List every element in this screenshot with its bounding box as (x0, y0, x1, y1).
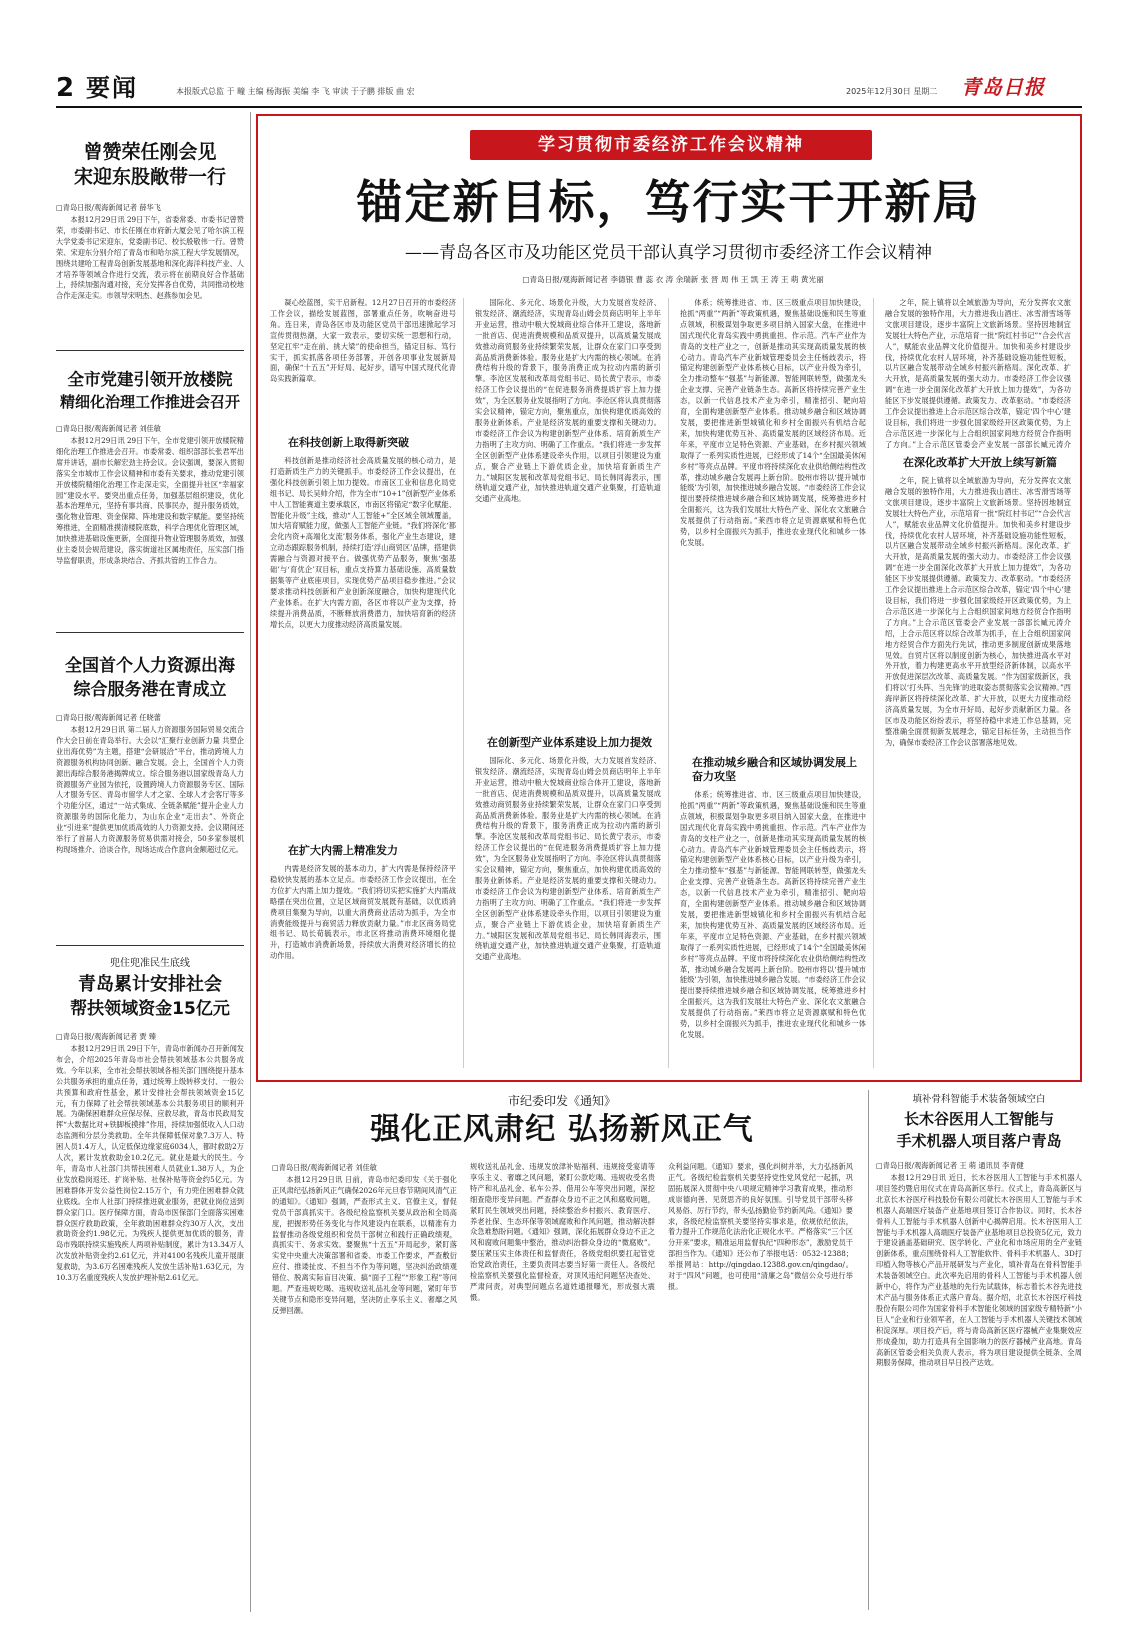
subheading: 在深化改革扩大开放上续写新篇 (903, 456, 1057, 469)
left-article-2 (56, 358, 244, 628)
headline-line2: 宋迎东股敞带一行 (73, 166, 226, 188)
right-bottom-article (876, 1092, 1082, 1612)
feature-box (256, 114, 1082, 1082)
bottom-divider (868, 1090, 869, 1610)
byline: □青岛日报/观海新闻记者 王 萌 通讯员 李青健 (876, 1161, 1024, 1170)
headline: 强化正风肃纪 弘扬新风正气 (370, 1112, 754, 1147)
feature-body: 之年，院上镇将以全域旅游为导向，充分发挥农文旅融合发展的独特作用，大力推进我山酒庄、冰雪滑雪场等文旅项目建设，逐步丰富院上文旅新场景。坚持因地制宜发展壮大特色产业，示范培育一批“院红村书记”“合会代言人”，赋能农业品牌文化价值提升。加快和美乡村建设步伐，持续优化农村人居环境，补齐基础设施功能性短板，以片区融合发展带动全域乡村振兴新格局。深化改革、扩大开放，是高质量发展的强大动力。市委经济工作会议强调“在进一步全面深化改革扩大开放上加力提效”，为各功能区下步发展提供遵循。政策发力、改革驱动。“市委经济工作会议提出推进上合示范区综合改革，锚定‘四个中心’建设目标，我们将进一步强化国家级经开区政策优势，为上合示范区进一步深化与上合组织国家间地方经贸合作指明了方向。”上合示范区管委会产业发展一部部长臧元涛介 (885, 298, 1071, 448)
col-divider (668, 298, 669, 1068)
byline: □青岛日报/观海新闻记者 任晓蕾 (56, 713, 161, 722)
byline: □青岛日报/观海新闻记者 贾 臻 (56, 1032, 157, 1041)
subheading: 在推动城乡融合和区域协调发展上奋力攻坚 (692, 756, 857, 783)
bottom-column-1 (272, 1162, 457, 1612)
byline: □青岛日报/观海新闻记者 刘佳敏 (56, 424, 161, 433)
bottom-column-2 (470, 1162, 655, 1612)
page-number: 2 (56, 73, 75, 103)
feature-body: 科技创新是推动经济社会高质量发展的核心动力，是打造新质生产力的关键抓手。市委经济工作会议提出，在强化科技创新引领上加力提效。市南区工业和信息化局党组书记、局长吴帅介绍，作为全市“10+1”创新型产业体系中人工智能赛道主要承载区，市南区将锚定“数字化赋能、智能化升级”主线，推动“人工智能+”全区域全领域覆盖，加大培育赋能力度，做强人工智能产业链。“我们将深化‘都会化内资+高端化支流’服务体系，强化产业生态建设，建立动态跟踪服务机制，持续打造‘浮山商贸区’品牌，搭建供需融合与资源对接平台。做强优势产品服务，聚焦‘强基础’与‘育优企’双目标，重点支持算力基础设施、高质量数据集等产业底座项目，实现优势产品项目稳步推进。”会议要求推动科技创新和产业创新深度融合，加快构建现代化产业体系。在扩大内需方面，各区市将以产业为支撑，持续提升消费品质，不断释放消费潜力，加快培育新的经济增长点，以更大力度推动经济高质量发展。 (270, 456, 456, 629)
feature-body: 之年，院上镇将以全域旅游为导向，充分发挥农文旅融合发展的独特作用，大力推进我山酒庄、冰雪滑雪场等文旅项目建设，逐步丰富院上文旅新场景。坚持因地制宜发展壮大特色产业，示范培育一批“院红村书记”“合会代言人”，赋能农业品牌文化价值提升。加快和美乡村建设步伐，持续优化农村人居环境，补齐基础设施功能性短板，以片区融合发展带动全域乡村振兴新格局。深化改革、扩大开放，是高质量发展的强大动力。市委经济工作会议强调“在进一步全面深化改革扩大开放上加力提效”，为各功能区下步发展提供遵循。政策发力、改革驱动。“市委经济工作会议提出推进上合示范区综合改革，锚定‘四个中心’建设目标，我们将进一步强化国家级经开区政策优势，为上合示范区进一步深化与上合组织国家间地方经贸合作指明了方向。”上合示范区管委会产业发展一部部长臧元涛介绍，上合示范区将以综合改革为抓手，在上合组织国家间地方经贸合作方面先行先试，推动更多制度创新成果落地见效。自贸片区将以制度创新为核心，加快推进高水平对外开放，着力构建更高水平开放型经济新体制，以高水平开放促进深层次改革、高质量发展。“作为国家级新区，我们将以‘打头阵、当先锋’的进取姿态贯彻落实会议精神。”西海岸新区将持续深化改革、扩大开放，以更大力度推动经济高质量发展，为全市开好局、起好步贡献新区力量。各区市及功能区纷纷表示，将坚持稳中求进工作总基调，完整准确全面贯彻新发展理念，锚定目标任务，主动担当作为，确保市委经济工作会议部署落地见效。 (885, 476, 1071, 747)
feature-subheadline: ——青岛各区市及功能区党员干部认真学习贯彻市委经济工作会议精神 (405, 243, 932, 263)
kicker: 填补骨科智能手术装备领域空白 (912, 1094, 1046, 1105)
headline-line1: 全国首个人力资源出海 (65, 656, 235, 676)
headline-line1: 曾赞荣任刚会见 (83, 141, 217, 163)
headline-line2: 精细化治理工作推进会召开 (59, 393, 240, 411)
headline-line2: 帮扶领域资金15亿元 (70, 999, 230, 1019)
feature-headline: 锚定新目标，笃行实干开新局 (356, 175, 981, 229)
subheading: 在创新型产业体系建设上加力提效 (487, 736, 652, 749)
feature-column-3 (680, 298, 866, 1068)
subheading: 在扩大内需上精准发力 (288, 844, 398, 857)
article-body: 本报12月29日讯 29日下午，青岛市新闻办召开新闻发布会，介绍2025年青岛市社会帮扶领域基本公共服务成效。今年以来，全市社会帮扶领域各相关部门围绕提升基本公共服务承担的重点任务，通过统筹上级转移支付、一般公共预算和政府性基金，累计安排社会帮扶领域资金15亿元，有力保障了社会帮扶领域基本公共服务项目的顺利开展。为确保困难群众应保尽保、应救尽救，青岛市民政局发挥“大数据比对+铁脚板摸排”作用，持续加强低收入人口动态监测和分层分类救助。全年共保障低保对象7.3万人、特困人员1.4万人，认定低保边缘家庭6034人，都时救助2万人次，累计发放救助金10.2亿元。就业是最大的民生。今年，青岛市人社部门共帮扶困难人员就业1.38万人，为企业发放稳岗返还、扩岗补贴、社保补贴等资金约5亿元。为困难群体开发公益性岗位2.15万个，有力兜住困难群众就业底线。全市人社部门持续推进就业服务，把就业岗位送到群众家门口。医疗保障方面，青岛市医保部门全面落实困难群众医疗救助政策，全年救助困难群众约30万人次，支出救助资金约1.98亿元。为残疾人提供更加优质的服务，青岛市残联持续实施残疾人两项补贴制度，累计为13.34万人次发放补贴资金约2.61亿元，并对4100名残疾儿童开展康复救助，为3.6万名困难残疾人发放生活补贴1.63亿元，为10.3万名重度残疾人发放护理补贴2.61亿元。 (56, 1044, 244, 1283)
feature-column-2 (475, 298, 661, 1068)
issue-date: 2025年12月30日 星期二 (846, 87, 938, 96)
headline-line1: 青岛累计安排社会 (78, 974, 222, 995)
article-body: 本报12月29日讯 近日，长木谷医用人工智能与手术机器人项目签约暨启用仪式在青岛高新区举行。仪式上，青岛高新区与北京长木谷医疗科技股份有限公司就长木谷医用人工智能与手术机器人高端医疗装备产业基地项目签订合作协议。同时，长木谷骨科人工智能与手术机器人创新中心揭牌启用。长木谷医用人工智能与手术机器人高端医疗装备产业基地项目总投资5亿元，致力于建设涵盖基础研究、医学转化、产业化和市场应用的全产业链创新体系，重点围绕骨科人工智能软件、骨科手术机器人、3D打印植入物等核心产品开展研发与产业化，填补青岛在骨科智能手术装备领域空白。此次率先启用的骨科人工智能与手术机器人创新中心，将作为产业基地的先行先试载体，标志着长木谷先进技术产品与服务体系正式落户青岛。据介绍，北京长木谷医疗科技股份有限公司作为国家骨科手术智能化领域的国家级专精特新“小巨人”企业和行业领军者，在人工智能与手术机器人关键技术领域积淀深厚。项目投产后，将与青岛高新区医疗器械产业集聚效应形成叠加，助力打造具有全国影响力的医疗器械产业高地。青岛高新区管委会相关负责人表示，将为项目建设提供全链条、全周期服务保障，推动项目早日投产达效。 (876, 1173, 1082, 1368)
article-body: 本报12月29日讯 29日下午，省委常委、市委书记曾赞荣，市委副书记、市长任刚在市府新大厦会见了哈尔滨工程大学党委书记宋迎东，党委副书记、校长殷敬伟一行。曾赞荣、宋迎东分别介绍了青岛市和哈尔滨工程大学发展情况，围绕共建哈工程青岛创新发展基地和深化海洋科技产业、人才培养等领域合作进行交流，表示将在前期良好合作基础上，持续加强沟通对接，充分发挥各自优势，共同推动校地合作走深走实。市领导宋明杰、赵燕参加会见。 (56, 215, 244, 301)
article-body: 本报12月29日讯 日前，青岛市纪委印发《关于强化正风肃纪弘扬新风正气确保2026年元旦春节期间风清气正的通知》。《通知》强调，严查形式主义、官僚主义，督促党员干部真抓实干。各级纪检监察机关要从政治和全局高度，把握形势任务变化与作风建设内在联系，以精准有力监督推动各级党组织和党员干部树立和践行正确政绩观，真抓实干、务求实效。要聚焦“十五五”开局起步，紧盯落实党中央重大决策部署和省委、市委工作要求，严查敷衍应付、推诿扯皮、不担当不作为等问题，坚决纠治政绩观错位、脱离实际盲目决策、搞“面子工程”“形象工程”等问题。严查违规吃喝、违规收送礼品礼金等问题，紧盯年节关键节点和隐形变异问题，坚决防止享乐主义、奢靡之风反弹回潮。 (272, 1175, 457, 1315)
kicker: 市纪委印发《通知》 (507, 1094, 616, 1108)
feature-banner (470, 130, 872, 160)
left-column-divider (250, 112, 251, 1612)
bottom-article (262, 1092, 862, 1612)
divider (56, 945, 244, 946)
left-article-4 (56, 952, 244, 1612)
headline-line1: 全市党建引领开放楼院 (67, 370, 233, 389)
article-body: 本报12月29日讯 29日下午，全市党建引领开放楼院精细化治理工作推进会召开。市委常委、组织部部长张君军出席并讲话，副市长解宏劲主持会议。会议强调，要深入贯彻落实全市城市工作会议精神和市委有关要求，推动党建引领开放楼院精细化治理工作走深走实，全面提升社区“幸福家园”建设水平。要突出重点任务，加强基层组织建设，优化基本治理单元，坚持有事共商、民事民办，提升服务质效，强化物业管理、资金保障、阵地建设和数字赋能。要坚持统筹推进，全面精准摸清楼院底数，科学合理优化管理区域，加快推进基础设施更新，全面提升物业管理服务质效，加强业主委员会规范建设，落实街道社区属地责任，压实部门指导监督职责，形成条块结合、齐抓共管的工作合力。 (56, 436, 244, 565)
feature-body: 内需是经济发展的基本动力，扩大内需是保持经济平稳较快发展的基本立足点。市委经济工作会议提出，在全方位扩大内需上加力提效。“我们将切实把实施扩大内需战略摆在突出位置，立足区域商贸发展既有基础，以优质消费项目集聚为导向，以重大消费商业活动为抓手，为全市消费能级提升与商贸活力释放贡献力量。”市北区商务局党组书记、局长荀毓表示，市北区将推动消费环境细化提升，打造城市消费新场景，持续放大消费对经济增长的拉动作用。 (270, 864, 456, 961)
paper-logo: 青岛日报 (961, 75, 1045, 99)
headline-line2: 综合服务港在青成立 (73, 680, 227, 700)
col-divider (463, 298, 464, 1068)
feature-intro: 凝心绘蓝图，实干启新程。12月27日召开的市委经济工作会议，描绘发展蓝图，部署重点任务，吹响奋进号角。连日来，青岛各区市及功能区党员干部迅速掀起学习宣传贯彻热潮，大家一致表示，要切实统一思想和行动，坚定扛牢“走在前、挑大梁”的使命担当，锚定目标、笃行实干，抓实抓落各项任务部署，开创各项事业发展新局面，确保“十五五”开好局、起好步，谱写中国式现代化青岛实践新篇章。 (270, 298, 456, 384)
headline-line2: 手术机器人项目落户青岛 (896, 1132, 1062, 1150)
article-body: 本报12月29日讯 第二届人力资源服务国际贸易交流合作大会日前在青岛举行。大会以“汇聚行业创新力量 共塑企业出海优势”为主题，搭建“会研展洽”平台，推动跨境人力资源服务机构协同创新、融合发展。会上，全国首个人力资源出海综合服务港揭牌成立。综合服务港以国家级青岛人力资源服务产业园为依托，设置跨境人力资源服务专区、国际人才服务专区、青岛市留学人才之家、全球人才会客厅等多个功能分区，通过“一站式集成、全链条赋能”提升企业人力资源服务的国际化能力，为山东企业“走出去”、外资企业“引进来”提供更加优质高效的人力资源支持。会议期间还举行了首届人力资源服务贸易供需对接会，50多家参展机构现场推介、洽谈合作，现场达成合作意向金额超过亿元。 (56, 725, 244, 854)
feature-body: 体系；统筹推进省、市、区三级重点项目加快建设，抢抓“两重”“两新”等政策机遇，聚焦基础设施和民生等重点领域，积极谋划争取更多项目纳入国家大盘，在推进中国式现代化青岛实践中勇挑重担、作示范。汽车产业作为青岛的支柱产业之一，创新是推动其实现高质量发展的核心动力。青岛汽车产业新城管理委员会主任杨歧表示，将锚定构建创新型产业体系核心目标，以产业升级为牵引，全力推动整车“强基”与新能源、智能网联转型，做强龙头企业支撑、完善产业链条生态。高新区将持续完善产业生态，以新一代信息技术产业为牵引，精准招引、靶向培育，全面构建创新型产业体系。推动城乡融合和区域协调发展，要把推进新型城镇化和乡村全面振兴有机结合起来，加快构建优势互补、高质量发展的区域经济布局。近年来，平度市立足特色资源、产业基础，在乡村振兴领域取得了一系列实质性进展，已经形成了14个“全国最美休闲乡村”等亮点品牌。平度市将持续深化农业供给侧结构性改革，推动城乡融合发展再上新台阶。胶州市将以‘提升城市能级’为引领，加快推进城乡融合发展。“市委经济工作会议提出要持续推进城乡融合和区域协调发展，统筹推进乡村全面振兴，这为我们发展壮大特色产业、深化农文旅融合发展提供了行动指南。”莱西市将立足资源禀赋和特色优势，以乡村全面振兴为抓手，推进农业现代化和城乡一体化发展。 (680, 298, 866, 547)
col-divider (873, 298, 874, 1068)
divider (56, 350, 244, 351)
left-article-1 (56, 120, 244, 345)
feature-byline: □青岛日报/观海新闻记者 李德银 曹 蕊 衣 涛 余瑞新 张 晋 周 伟 王 凯 王 涛 王 萌 黄光丽 (522, 275, 824, 284)
bottom-column-3 (668, 1162, 853, 1612)
article-body: 众利益问题。《通知》要求，强化纠树并举，大力弘扬新风正气。各级纪检监察机关要坚持党性党风党纪一起抓，巩固拓展深入贯彻中央八项规定精神学习教育成果，推动形成崇德向善、见贤思齐的良好氛围。引导党员干部带头移风易俗、厉行节约，带头弘扬勤俭节约新风尚。《通知》要求，各级纪检监察机关要坚持实事求是，依规依纪依法，着力提升工作规范化法治化正规化水平。严格落实“三个区分开来”要求，精准运用监督执纪“四种形态”，激励党员干部担当作为。《通知》还公布了举报电话：0532-12388；举报网站：http://qingdao.12388.gov.cn/qingdao/。对于“四风”问题，也可使用“清廉之岛”微信公众号进行举报。 (668, 1162, 853, 1291)
feature-banner-text: 学习贯彻市委经济工作会议精神 (538, 135, 804, 155)
feature-column-1 (270, 298, 456, 1068)
section-name: 要闻 (86, 74, 138, 102)
divider (56, 632, 244, 633)
masthead-rule (56, 106, 1082, 108)
byline: □青岛日报/观海新闻记者 刘佳敏 (272, 1163, 377, 1172)
masthead (56, 72, 1082, 106)
subheading: 在科技创新上取得新突破 (288, 436, 409, 449)
article-body: 规收送礼品礼金、违规发放津补贴福利、违规接受宴请等享乐主义、奢靡之风问题，紧盯公款吃喝、违规收受名贵特产和礼品礼金、私车公养、借用公车等突出问题，深挖细查隐形变异问题。严查群众身边不正之风和腐败问题，紧盯民生领域突出问题，持续整治乡村振兴、教育医疗、养老社保、生态环保等领域腐败和作风问题，推动解决群众急难愁盼问题。《通知》强调，深化拓展群众身边不正之风和腐败问题集中整治，推动纠治群众身边的“微腐败”。要压紧压实主体责任和监督责任，各级党组织要扛起管党治党政治责任，主要负责同志要当好第一责任人。各级纪检监察机关要强化监督检查，对顶风违纪问题坚决查处、严肃问责，对典型问题点名道姓通报曝光，形成强大震慑。 (470, 1162, 655, 1302)
headline-line1: 长木谷医用人工智能与 (903, 1110, 1054, 1128)
feature-body: 体系；统筹推进省、市、区三级重点项目加快建设，抢抓“两重”“两新”等政策机遇，聚焦基础设施和民生等重点领域，积极谋划争取更多项目纳入国家大盘，在推进中国式现代化青岛实践中勇挑重担、作示范。汽车产业作为青岛的支柱产业之一，创新是推动其实现高质量发展的核心动力。青岛汽车产业新城管理委员会主任杨歧表示，将锚定构建创新型产业体系核心目标，以产业升级为牵引，全力推动整车“强基”与新能源、智能网联转型，做强龙头企业支撑、完善产业链条生态。高新区将持续完善产业生态，以新一代信息技术产业为牵引，精准招引、靶向培育，全面构建创新型产业体系。推动城乡融合和区域协调发展，要把推进新型城镇化和乡村全面振兴有机结合起来，加快构建优势互补、高质量发展的区域经济布局。近年来，平度市立足特色资源、产业基础，在乡村振兴领域取得了一系列实质性进展，已经形成了14个“全国最美休闲乡村”等亮点品牌。平度市将持续深化农业供给侧结构性改革，推动城乡融合发展再上新台阶。胶州市将以‘提升城市能级’为引领，加快推进城乡融合发展。“市委经济工作会议提出要持续推进城乡融合和区域协调发展，统筹推进乡村全面振兴，这为我们发展壮大特色产业、深化农文旅融合发展提供了行动指南。”莱西市将立足资源禀赋和特色优势，以乡村全面振兴为抓手，推进农业现代化和城乡一体化发展。 (680, 790, 866, 1039)
feature-body: 国际化、多元化、场景化升级，大力发展首发经济、银发经济、潮流经济，实现青岛山姆会员商店明年上半年开业运营，推动中粮大悦城商业综合体开工建设，落地新一批首店、促进消费规模和品质双提升，以高质量发展成效推动商贸服务业持续繁荣发展，让群众在家门口享受到高品质消费新体验。服务业是扩大内需的核心领域。在消费结构升级的背景下，服务消费正成为拉动内需的新引擎。李沧区发展和改革局党组书记、局长黄宁表示，市委经济工作会议提出的“在促进服务消费提质扩容上加力提效”，为全区服务业发展指明了方向。李沧区将认真贯彻落实会议精神，锚定方向，聚焦重点，加快构建优质高效的服务业新体系。产业是经济发展的重要支撑和关键动力。市委经济工作会议为构建创新型产业体系、培育新质生产力指明了主攻方向、明确了工作重点。“我们将进一步发挥全区创新型产业体系建设牵头作用，以项目引领建设为重点，聚合产业链上下游优质企业，加快培育新质生产力。”城阳区发展和改革局党组书记、局长韩同海表示，围绕轨道交通产业，加快推进轨道交通产业集聚，打造轨道交通产业高地。 (475, 756, 661, 962)
staff-line: 本报版式总监 于 疃 主编 杨海振 美编 李 飞 审读 于子鹏 排版 曲 宏 (176, 87, 415, 96)
kicker: 兜住兜准民生底线 (110, 958, 190, 969)
feature-body: 国际化、多元化、场景化升级，大力发展首发经济、银发经济、潮流经济，实现青岛山姆会员商店明年上半年开业运营，推动中粮大悦城商业综合体开工建设，落地新一批首店、促进消费规模和品质双提升，以高质量发展成效推动商贸服务业持续繁荣发展，让群众在家门口享受到高品质消费新体验。服务业是扩大内需的核心领域。在消费结构升级的背景下，服务消费正成为拉动内需的新引擎。李沧区发展和改革局党组书记、局长黄宁表示，市委经济工作会议提出的“在促进服务消费提质扩容上加力提效”，为全区服务业发展指明了方向。李沧区将认真贯彻落实会议精神，锚定方向，聚焦重点，加快构建优质高效的服务业新体系。产业是经济发展的重要支撑和关键动力。市委经济工作会议为构建创新型产业体系、培育新质生产力指明了主攻方向、明确了工作重点。“我们将进一步发挥全区创新型产业体系建设牵头作用，以项目引领建设为重点，聚合产业链上下游优质企业，加快培育新质生产力。”城阳区发展和改革局党组书记、局长韩同海表示，围绕轨道交通产业，加快推进轨道交通产业集聚，打造轨道交通产业高地。 (475, 298, 661, 504)
feature-column-4 (885, 298, 1071, 1068)
left-article-3 (56, 640, 244, 940)
byline: □青岛日报/观海新闻记者 薛华飞 (56, 203, 161, 212)
